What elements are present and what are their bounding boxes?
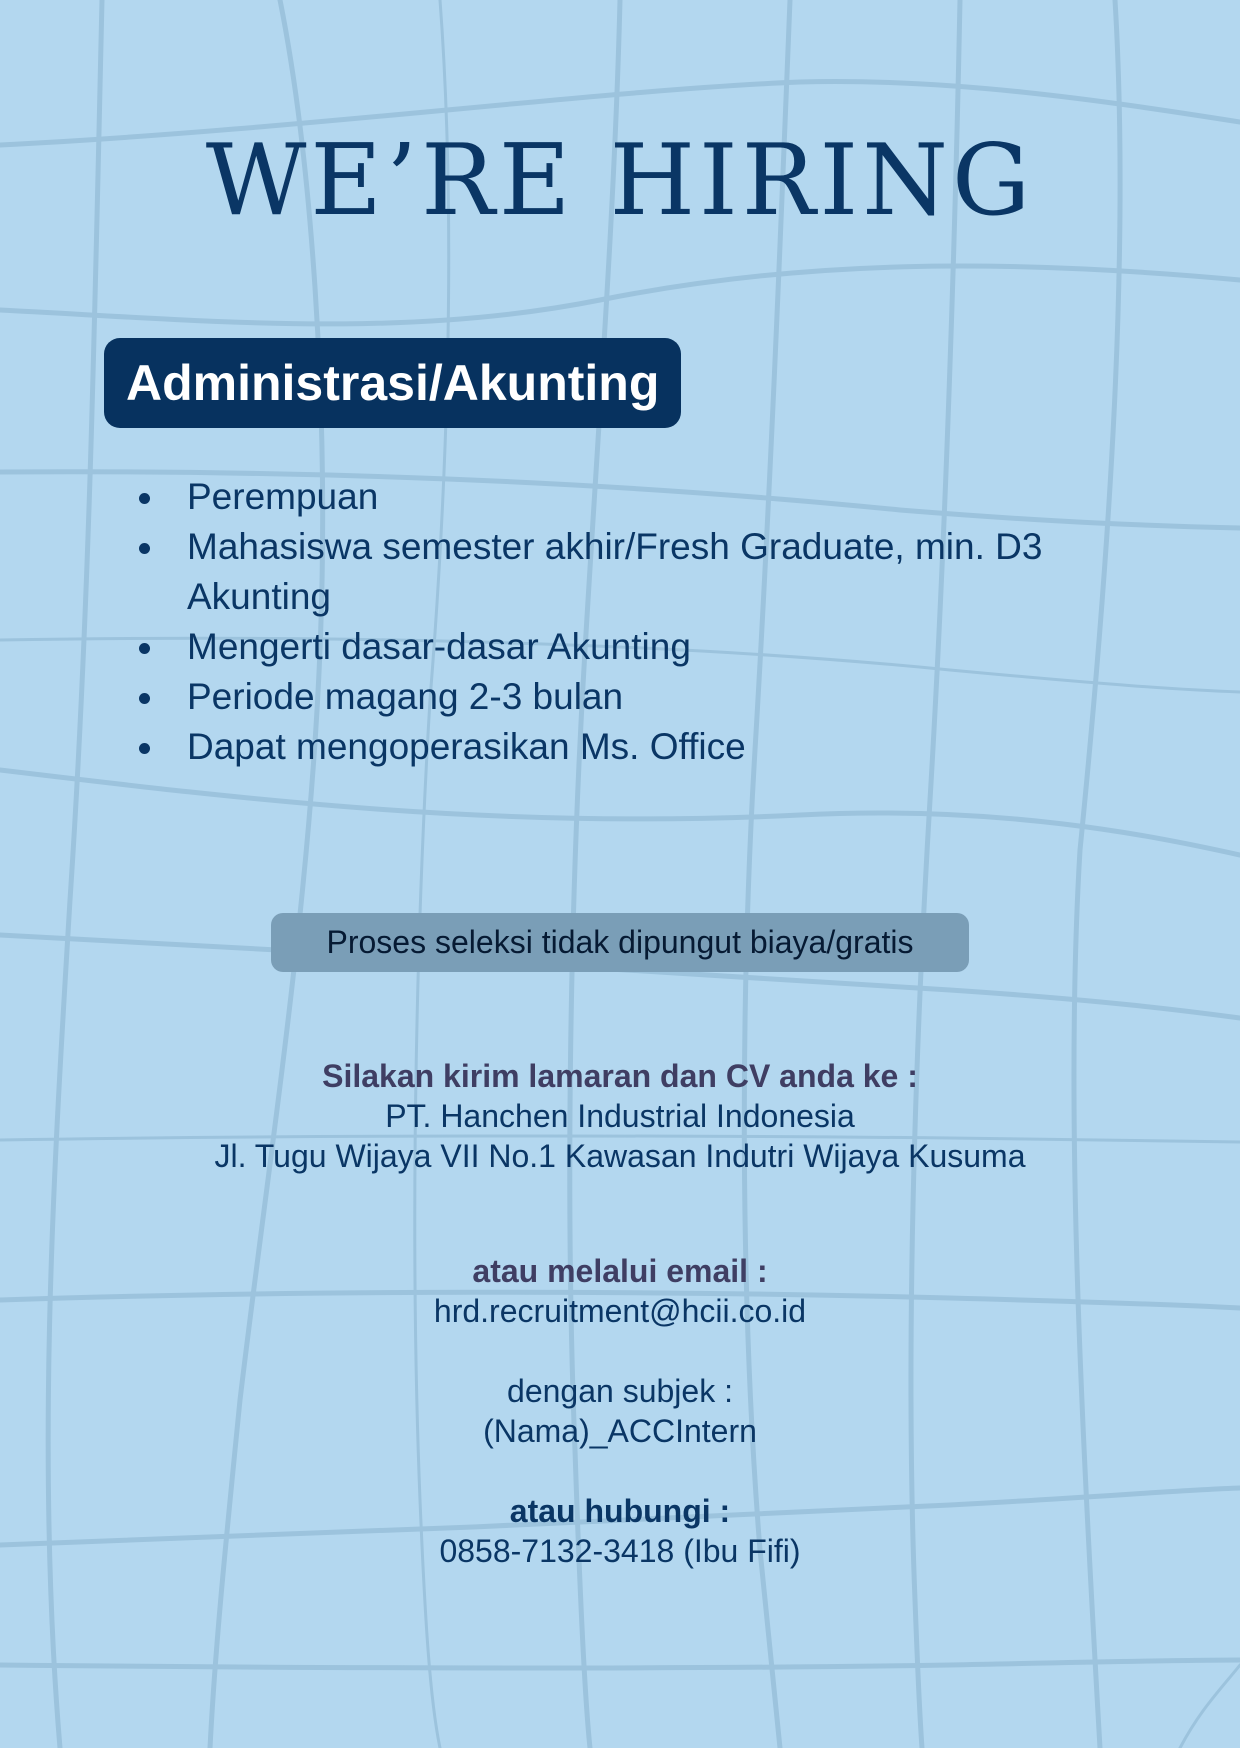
phone-label: atau hubungi : [509, 1493, 731, 1529]
phone-number[interactable]: 0858-7132-3418 (Ibu Fifi) [439, 1533, 801, 1569]
requirement-item: Dapat mengoperasikan Ms. Office [130, 722, 1070, 772]
headline: WE’RE HIRING [205, 124, 1035, 238]
position-badge: Administrasi/Akunting [104, 338, 681, 428]
requirement-item: Perempuan [130, 472, 1070, 522]
email-address[interactable]: hrd.recruitment@hcii.co.id [433, 1293, 807, 1329]
requirement-item: Mengerti dasar-dasar Akunting [130, 622, 1070, 672]
subject-label: dengan subjek : [507, 1373, 733, 1409]
email-label: atau melalui email : [472, 1253, 768, 1289]
company-address: Jl. Tugu Wijaya VII No.1 Kawasan Indutri Wijaya Kusuma [214, 1138, 1026, 1174]
requirement-item: Periode magang 2-3 bulan [130, 672, 1070, 722]
free-selection-notice: Proses seleksi tidak dipungut biaya/gratis [271, 913, 969, 972]
contact-section [0, 1056, 1240, 1571]
subject-value: (Nama)_ACCIntern [483, 1413, 757, 1449]
requirement-item: Mahasiswa semester akhir/Fresh Graduate, min. D3 Akunting [130, 522, 1070, 622]
send-label: Silakan kirim lamaran dan CV anda ke : [322, 1058, 918, 1094]
requirements-list [130, 472, 1070, 772]
company-name: PT. Hanchen Industrial Indonesia [385, 1098, 855, 1134]
